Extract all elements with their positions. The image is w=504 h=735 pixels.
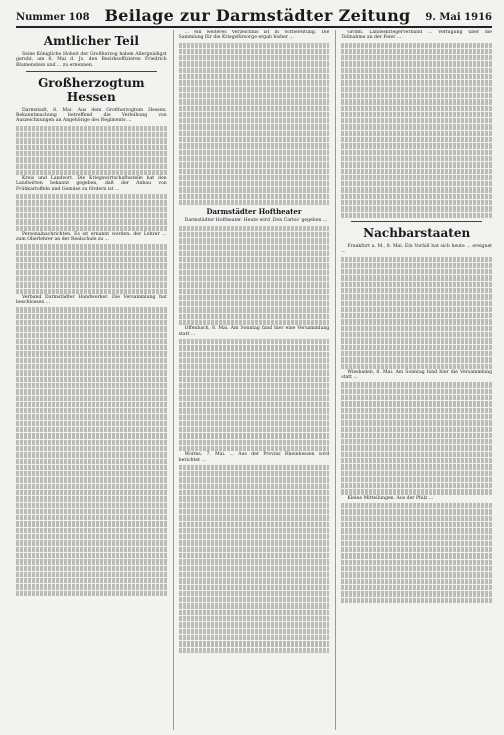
text-line [341,326,492,331]
text-line [341,579,492,584]
article-paragraph: Darmstädter Hoftheater. Heute wird ,Don Carlos' gegeben ... [184,218,328,224]
text-line [16,151,167,156]
text-line [341,213,492,218]
text-line [341,206,492,211]
issue-number: Nummer 108 [16,12,90,23]
newspaper-title: Beilage zur Darmstädter Zeitung [104,6,411,25]
text-line [179,484,330,489]
text-line [179,566,330,571]
text-line [179,477,330,482]
text-line [341,162,492,167]
text-line [16,138,167,143]
text-line [179,578,330,583]
text-line [341,131,492,136]
text-line [16,351,167,356]
text-line [179,509,330,514]
text-line [179,99,330,104]
text-line [179,194,330,199]
text-line [341,112,492,117]
text-line [179,364,330,369]
text-line [16,226,167,231]
text-line [341,471,492,476]
article-paragraph: Personalnachrichten. Es ist ernannt worden: der Lehrer ... zum Oberlehrer an der Realschule zu ... [16,231,167,243]
text-line [179,232,330,237]
text-line [341,294,492,299]
text-line [341,509,492,514]
text-line [179,49,330,54]
text-line [179,534,330,539]
text-line [341,382,492,387]
text-line [341,143,492,148]
text-line [341,458,492,463]
text-line [179,622,330,627]
text-line [179,68,330,73]
article-paragraph: Verband Darmstädter Handwerker. Die Versammlung hat beschlossen ... [16,294,167,306]
text-line [341,282,492,287]
text-line [341,553,492,558]
text-line [179,471,330,476]
text-line [16,126,167,131]
text-line [16,528,167,533]
text-line [341,395,492,400]
text-line [341,194,492,199]
text-line [16,566,167,571]
text-line [179,200,330,205]
text-line [179,610,330,615]
text-line [179,74,330,79]
text-line [179,162,330,167]
text-line [341,445,492,450]
text-line [16,396,167,401]
text-line [179,515,330,520]
text-line [341,49,492,54]
text-line [179,314,330,319]
text-line [341,477,492,482]
text-line [16,509,167,514]
text-line [16,515,167,520]
article-paragraph: Kleine Mitteilungen. Aus der Pfalz ... [347,495,434,501]
text-line [179,137,330,142]
text-line [179,238,330,243]
text-line [341,516,492,521]
text-line [179,648,330,653]
text-line [179,629,330,634]
text-line [341,345,492,350]
text-line [341,364,492,369]
text-line [179,358,330,363]
text-line [341,332,492,337]
text-line [16,213,167,218]
text-line [179,150,330,155]
text-line [341,301,492,306]
text-line [341,200,492,205]
text-line [179,307,330,312]
text-line [16,440,167,445]
text-line [16,465,167,470]
text-line [16,170,167,175]
text-line [179,396,330,401]
text-line [16,446,167,451]
text-line [179,43,330,48]
text-line [179,522,330,527]
text-line [16,370,167,375]
text-line [16,402,167,407]
text-line [341,560,492,565]
text-line [16,364,167,369]
text-line [341,452,492,457]
text-line [16,578,167,583]
text-line [179,345,330,350]
text-line [341,181,492,186]
text-line [341,118,492,123]
text-line [341,137,492,142]
column-2 [173,30,330,730]
text-line [16,427,167,432]
text-line [16,251,167,256]
text-line [341,408,492,413]
text-line [179,169,330,174]
text-line [16,591,167,596]
text-line [341,43,492,48]
text-line [179,503,330,508]
text-line [341,269,492,274]
text-line [16,333,167,338]
text-line [341,307,492,312]
text-line [341,483,492,488]
article-paragraph: Seine Königliche Hoheit der Großherzog haben Allergnädigst geruht, am 6. Mai d. Js. den Bezirksoffizieren Friedrich Blumenstein und ... zu ernennen. [16,52,167,68]
text-line [179,415,330,420]
text-line [179,263,330,268]
article-paragraph: Worms, 7. Mai. ... Aus der Provinz Rheinhessen wird berichtet ... [178,452,330,463]
article-paragraph: Großh. Landeskriegerverband ... Verfügung über die Teilnahme an der Feier ... [341,30,493,41]
text-line [341,257,492,262]
text-line [179,187,330,192]
text-line [341,80,492,85]
text-line [341,427,492,432]
text-line [16,276,167,281]
text-line [16,200,167,205]
text-line [179,80,330,85]
text-line [16,459,167,464]
text-line [16,132,167,137]
column-3 [335,30,492,730]
text-line [16,263,167,268]
text-line [341,338,492,343]
text-line [341,357,492,362]
text-line [341,503,492,508]
text-line [341,541,492,546]
text-line [179,591,330,596]
text-line [179,245,330,250]
text-line [179,427,330,432]
section-heading-hoftheater: Darmstädter Hoftheater [206,207,302,217]
issue-date: 9. Mai 1916 [425,12,492,23]
text-line [179,143,330,148]
text-line [179,641,330,646]
text-line [341,288,492,293]
divider [26,71,157,72]
text-line [16,452,167,457]
text-line [341,124,492,129]
text-line [16,164,167,169]
text-line [341,414,492,419]
text-line [16,345,167,350]
text-line [179,87,330,92]
text-line [179,339,330,344]
text-line [16,194,167,199]
text-line [341,156,492,161]
text-line [341,401,492,406]
text-line [16,358,167,363]
text-line [179,490,330,495]
text-line [341,68,492,73]
text-line [341,547,492,552]
text-line [179,572,330,577]
text-line [16,559,167,564]
text-line [341,175,492,180]
text-line [341,169,492,174]
text-line [16,490,167,495]
text-line [341,313,492,318]
text-line [341,591,492,596]
article-paragraph: ... ein weiteres Verzeichnis ist in Vorbereitung. Die Sammlung für die Kriegsfürsorge ergab bisher ... [178,30,330,41]
text-line [341,187,492,192]
text-line [341,150,492,155]
text-line [179,320,330,325]
section-heading-grossherzogtum: Großherzogtum Hessen [38,75,145,104]
text-line [179,446,330,451]
text-line [341,522,492,527]
text-line [16,534,167,539]
text-line [179,226,330,231]
text-line [179,270,330,275]
text-line [341,275,492,280]
article-paragraph: Kreis und Landwirt. Die Kriegswirtschaftsstelle hat den Landwirten bekannt gegeben, daß der Anbau von Frühkartoffeln und Gemüse zu fördern ist ... [16,176,167,192]
text-line [179,603,330,608]
text-line [341,319,492,324]
text-line [16,307,167,312]
text-line [16,314,167,319]
text-line [341,55,492,60]
text-line [16,326,167,331]
text-line [179,553,330,558]
text-line [16,289,167,294]
text-line [179,106,330,111]
column-1 [16,30,167,730]
text-line [179,112,330,117]
text-line [179,55,330,60]
text-line [341,433,492,438]
text-line [179,131,330,136]
text-line [179,635,330,640]
text-line [179,383,330,388]
text-line [16,572,167,577]
text-line [179,402,330,407]
text-line [179,295,330,300]
text-line [16,377,167,382]
text-line [341,528,492,533]
text-line [341,263,492,268]
text-line [179,547,330,552]
text-line [16,521,167,526]
text-line [341,598,492,603]
text-line [179,282,330,287]
text-line [179,181,330,186]
text-line [179,616,330,621]
text-line [16,339,167,344]
text-line [16,503,167,508]
text-line [179,156,330,161]
text-line [179,276,330,281]
text-line [179,124,330,129]
text-line [341,572,492,577]
text-line [16,383,167,388]
article-paragraph: Wiesbaden, 8. Mai. Am Sonntag fand hier die Versammlung statt ... [341,369,493,381]
text-line [179,61,330,66]
text-line [341,106,492,111]
text-line [179,528,330,533]
text-line [179,93,330,98]
text-line [341,535,492,540]
text-line [341,99,492,104]
text-line [16,389,167,394]
text-line [16,244,167,249]
text-line [16,433,167,438]
text-line [179,585,330,590]
text-line [341,439,492,444]
text-line [341,87,492,92]
text-line [16,282,167,287]
text-line [16,257,167,262]
text-line [16,145,167,150]
text-line [179,118,330,123]
text-line [16,408,167,413]
text-line [341,389,492,394]
article-paragraph: Frankfurt a. M., 8. Mai. Ein Vorfall hat sich heute ... ereignet ... [341,243,493,255]
text-line [16,477,167,482]
text-line [179,540,330,545]
text-line [179,352,330,357]
text-line [16,471,167,476]
text-line [16,584,167,589]
text-line [179,251,330,256]
text-line [16,421,167,426]
text-line [16,320,167,325]
text-line [179,421,330,426]
text-line [16,547,167,552]
text-line [179,370,330,375]
text-line [341,566,492,571]
text-line [179,496,330,501]
text-line [179,440,330,445]
text-line [179,408,330,413]
article-columns [16,30,492,730]
text-line [16,496,167,501]
article-paragraph: Offenbach, 8. Mai. Am Sonntag fand hier eine Versammlung statt ... [178,326,330,337]
text-line [16,219,167,224]
text-line [179,597,330,602]
section-heading-amtlicher-teil: Amtlicher Teil [43,34,139,48]
section-heading-nachbarstaaten: Nachbarstaaten [363,225,471,240]
text-line [16,157,167,162]
text-line [179,175,330,180]
text-line [179,389,330,394]
text-line [341,489,492,494]
text-line [16,270,167,275]
text-line [341,585,492,590]
text-line [16,414,167,419]
text-line [341,420,492,425]
text-line [16,207,167,212]
divider [351,221,482,222]
text-line [341,74,492,79]
text-line [16,540,167,545]
text-line [341,464,492,469]
text-line [16,553,167,558]
text-line [179,465,330,470]
article-paragraph: Darmstadt, 8. Mai. Aus dem Großherzogtum Hessen. Bekanntmachung betreffend die Verleihung von Auszeichnungen an Angehörige des Regiments ... [16,107,167,124]
text-line [179,257,330,262]
text-line [179,301,330,306]
text-line [179,433,330,438]
text-line [179,377,330,382]
text-line [341,351,492,356]
masthead [16,4,492,28]
text-line [179,289,330,294]
text-line [341,93,492,98]
text-line [179,559,330,564]
text-line [341,61,492,66]
text-line [16,484,167,489]
